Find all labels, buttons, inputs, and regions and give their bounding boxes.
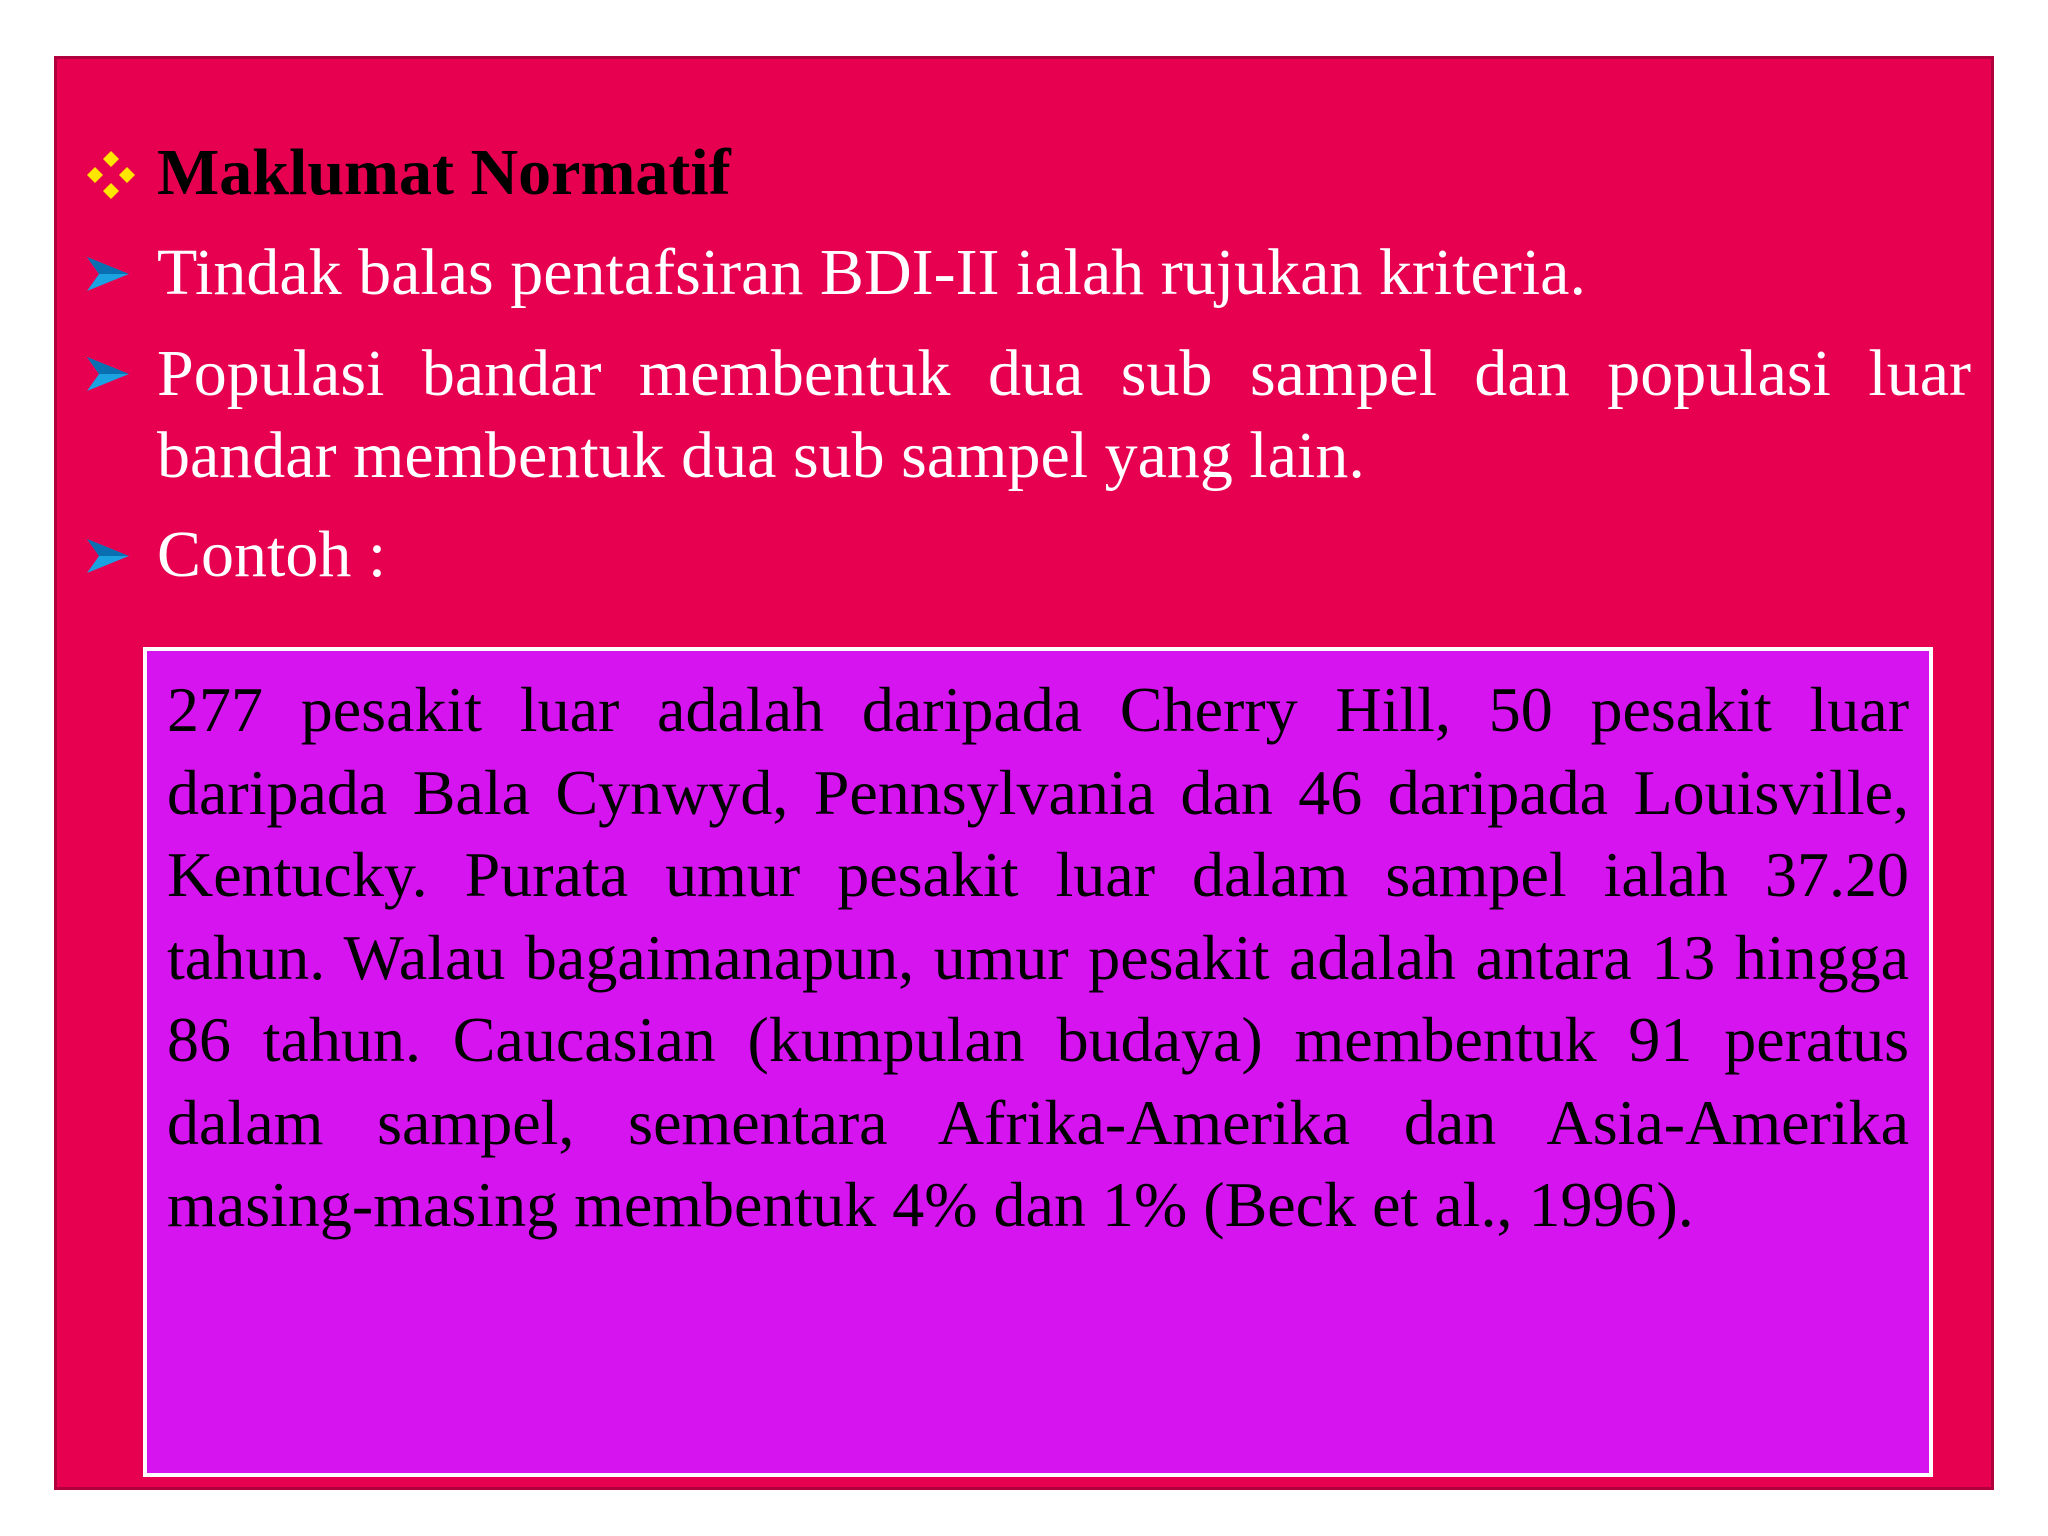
example-text-box	[143, 647, 1933, 1477]
arrowhead-bullet-icon	[85, 355, 131, 393]
four-diamond-bullet-icon	[85, 149, 137, 201]
bullet-text-1: Tindak balas pentafsiran BDI-II ialah rujukan kriteria.	[157, 236, 1586, 309]
bullet-text-3: Contoh :	[157, 518, 387, 591]
example-paragraph: 277 pesakit luar adalah daripada Cherry Hill, 50 pesakit luar daripada Bala Cynwyd, Pennsylvania dan 46 daripada Louisville, Kentucky. Purata umur pesakit luar dalam sampel ialah 37.20 tahun. Walau bagaimanapun, umur pesakit adalah antara 13 hingga 86 tahun. Caucasian (kumpulan budaya) membentuk 91 peratus dalam sampel, sementara Afrika-Amerika dan Asia-Amerika masing-masing membentuk 4% dan 1% (Beck et al., 1996).	[167, 674, 1909, 1240]
arrowhead-bullet-icon	[85, 537, 131, 575]
bullet-text-2: Populasi bandar membentuk dua sub sampel dan populasi luar bandar membentuk dua sub sampel yang lain.	[157, 337, 1971, 492]
heading-title: Maklumat Normatif	[157, 136, 731, 209]
arrowhead-bullet-icon	[85, 255, 131, 293]
slide-panel	[54, 56, 1994, 1490]
